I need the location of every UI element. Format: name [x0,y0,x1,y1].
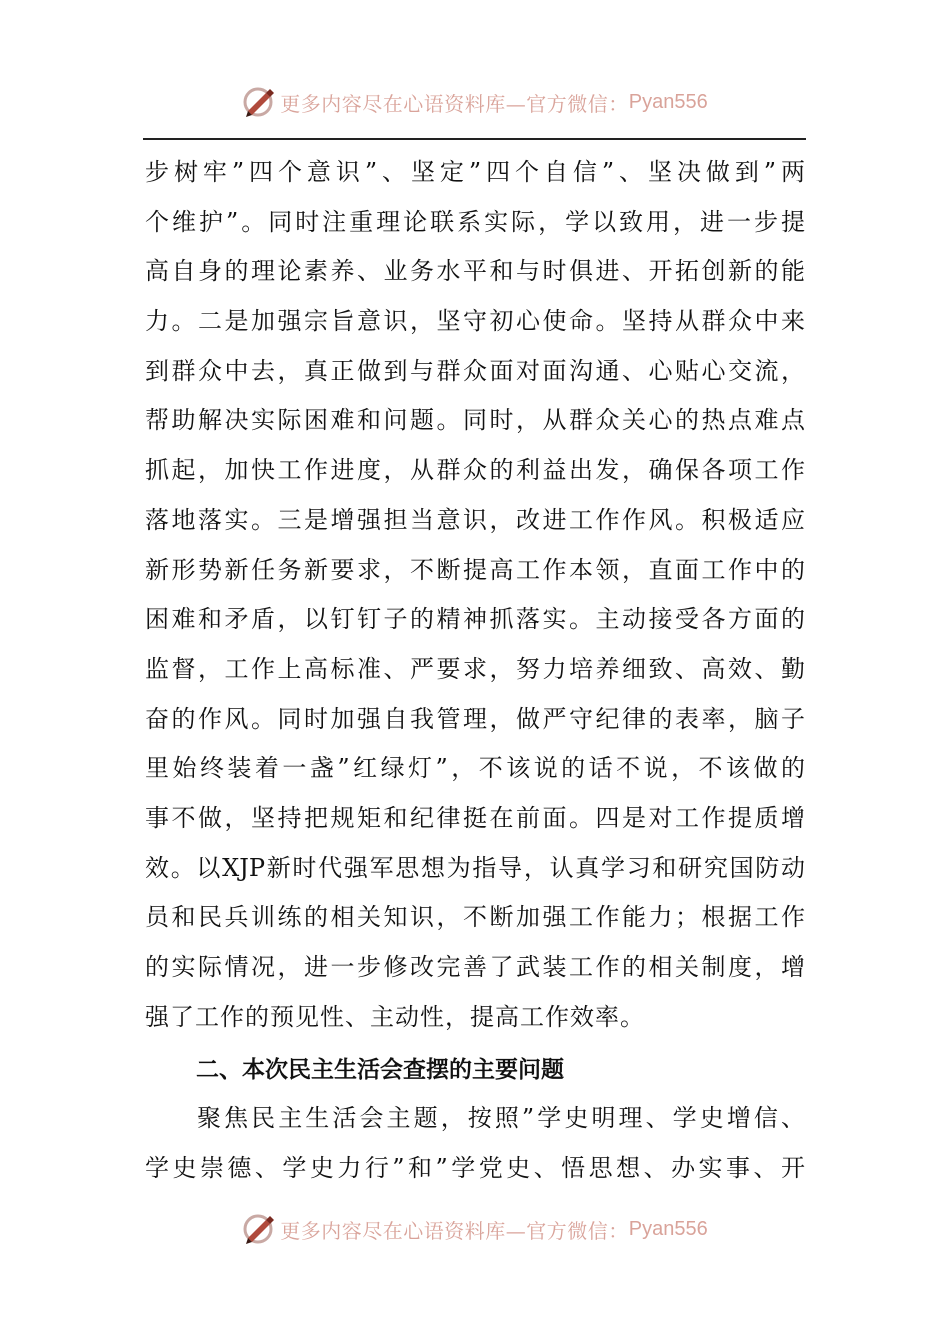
text-line: 事不做，坚持把规矩和纪律挺在前面。四是对工作提质增 [145,803,805,832]
text-line: 新形势新任务新要求，不断提高工作本领，直面工作中的 [145,555,805,584]
text-line: 高自身的理论素养、业务水平和与时俱进、开拓创新的能 [145,257,805,286]
watermark-wechat-id: Pyan556 [628,90,708,113]
pen-logo-icon [242,1212,276,1246]
text-line: 奋的作风。同时加强自我管理，做严守纪律的表率，脑子 [145,704,805,733]
footer-watermark [0,1207,950,1251]
text-line: 到群众中去，真正做到与群众面对面沟通、心贴心交流， [145,356,805,385]
text-line: 抓起，加快工作进度，从群众的利益出发，确保各项工作 [145,456,805,485]
text-line: 落地落实。三是增强担当意识，改进工作作风。积极适应 [145,505,805,534]
watermark-wechat-id: Pyan556 [628,1217,708,1240]
text-line: 强了工作的预见性、主动性，提高工作效率。 [145,1002,645,1031]
text-line: 力。二是加强宗旨意识，坚守初心使命。坚持从群众中来 [145,307,805,336]
text-line: 聚焦民主生活会主题，按照”学史明理、学史增信、 [197,1104,805,1132]
text-line: 员和民兵训练的相关知识，不断加强工作能力；根据工作 [145,903,805,932]
text-line: 监督，工作上高标准、严要求，努力培养细致、高效、勤 [145,654,805,683]
watermark-text: 更多内容尽在心语资料库—官方微信： [280,1218,629,1243]
text-line: 帮助解决实际困难和问题。同时，从群众关心的热点难点 [145,406,805,435]
text-line: 个维护”。同时注重理论联系实际，学以致用，进一步提 [145,207,805,236]
text-line: 的实际情况，进一步修改完善了武装工作的相关制度，增 [145,953,805,981]
text-line: 学史崇德、学史力行”和”学党史、悟思想、办实事、开 [145,1153,805,1182]
body-paragraph-1 [145,148,805,1042]
text-line: 效。以XJP新时代强军思想为指导，认真学习和研究国防动 [145,853,805,882]
text-line: 步树牢”四个意识”、坚定”四个自信”、坚决做到”两 [145,158,805,186]
text-line: 困难和矛盾，以钉钉子的精神抓落实。主动接受各方面的 [145,605,805,634]
pen-logo-icon [242,85,276,119]
header-watermark [0,80,950,124]
watermark-text: 更多内容尽在心语资料库—官方微信： [280,91,629,116]
text-line: 里始终装着一盏”红绿灯”，不该说的话不说，不该做的 [145,754,805,783]
header-divider [143,138,806,140]
section-heading: 二、本次民主生活会查摆的主要问题 [196,1057,564,1083]
body-paragraph-2 [145,1094,805,1193]
